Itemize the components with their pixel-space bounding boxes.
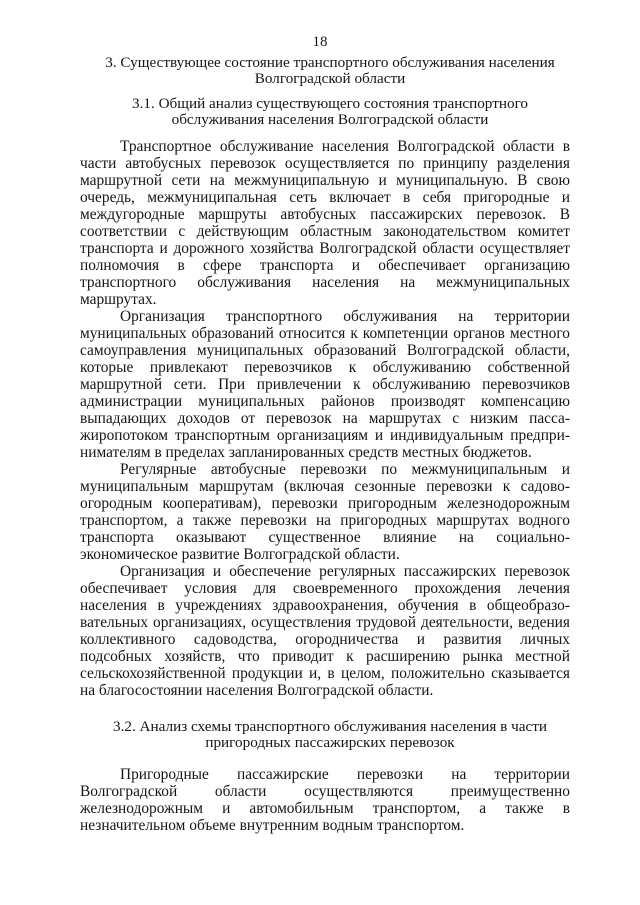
section-3-heading-line-2: Волгоградской области — [254, 70, 406, 87]
section-3-2-heading — [70, 719, 590, 751]
section-3-heading-line-1: 3. Существующее состояние транспортного обслуживания населения — [105, 54, 555, 71]
section-3-2-heading-line-1: 3.2. Анализ схемы транспортного обслуживания населения в части — [112, 718, 548, 735]
section-3-1-heading — [70, 96, 590, 128]
section-3-1-heading-line-2: обслуживания населения Волгоградской области — [171, 111, 489, 128]
section-3-1-body — [80, 138, 570, 699]
section-3-heading — [70, 55, 590, 87]
section-3-2-body — [80, 766, 570, 834]
page-number: 18 — [312, 34, 328, 50]
paragraph: Организация транспортного обслуживания на территории муниципальных образований относится к компетенции органов местного самоуправления муниципальных образований Волгоградской области, которые привлекают перевозчиков к обслуживанию собственной маршрутной сети. При привлечении к обслуживанию перевозчиков администрации муниципальных районов производят компенсацию выпадающих доходов от перевозок на маршрутах с низким пассажиропотоком транспортным организациям и индивидуальным предпринимателям в пределах запланированных средств местных бюджетов. — [80, 308, 570, 461]
paragraph: Пригородные пассажирские перевозки на территории Волгоградской области осуществляются преимущественно железнодорожным и автомобильным транспортом, а также в незначительном объеме внутренним водным транспортом. — [80, 766, 570, 834]
paragraph: Транспортное обслуживание населения Волгоградской области в части автобусных перевозок осуществляется по принципу разделения маршрутной сети на межмуниципальную и муниципальную. В свою очередь, межмуниципальная сеть включает в себя пригородные и междугородные маршруты автобусных пассажирских перевозок. В соответствии с действующим областным законодательством комитет транспорта и дорожного хозяйства Волгоградской области осуществляет полномочия в сфере транспорта и обеспечивает организацию транспортного обслуживания населения на межмуниципальных маршрутах. — [80, 138, 570, 308]
paragraph: Организация и обеспечение регулярных пассажирских перевозок обеспечивает условия для своевременного прохождения лечения населения в учреждениях здравоохранения, обучения в общеобразовательных организациях, осуществления трудовой деятельности, ведения коллективного садоводства, огородничества и развития личных подсобных хозяйств, что приводит к расширению рынка местной сельскохозяйственной продукции и, в целом, положительно сказывается на благосостоянии населения Волгоградской области. — [80, 563, 570, 699]
paragraph: Регулярные автобусные перевозки по межмуниципальным и муниципальным маршрутам (включая сезонные перевозки к садово-огородным кооперативам), перевозки пригородным железнодорожным транспортом, а также перевозки на пригородных маршрутах водного транспорта оказывают существенное влияние на социально-экономическое развитие Волгоградской области. — [80, 461, 570, 563]
section-3-2-heading-line-2: пригородных пассажирских перевозок — [205, 734, 455, 751]
section-3-1-heading-line-1: 3.1. Общий анализ существующего состояния транспортного — [131, 95, 529, 112]
